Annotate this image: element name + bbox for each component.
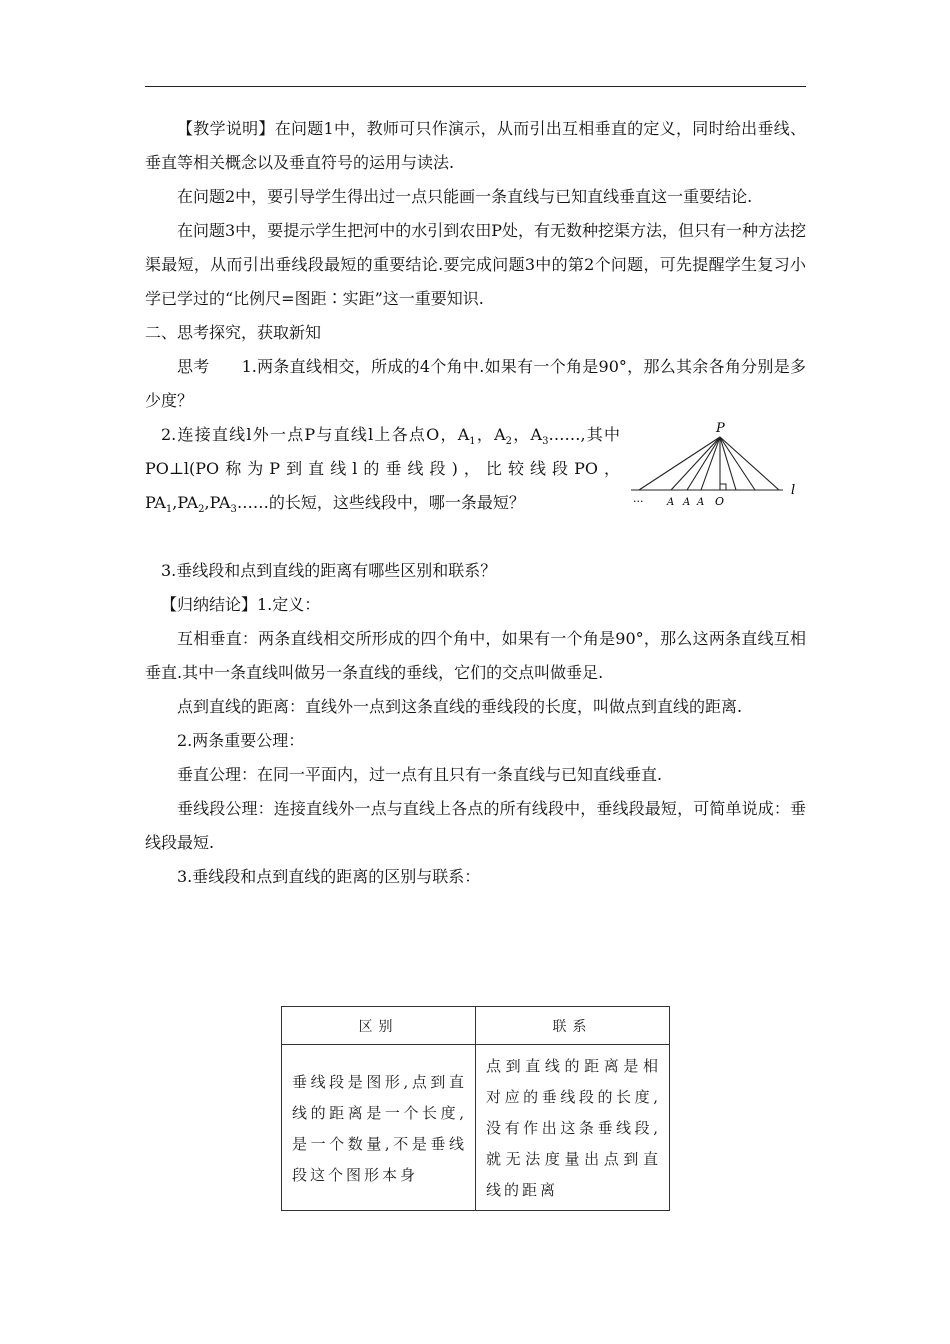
table-header-row: [282, 1007, 670, 1045]
think-label: 思考: [177, 357, 210, 376]
label-a2: A: [683, 497, 691, 508]
question-2-block: [145, 418, 806, 554]
think-question-1-text: 1.两条直线相交，所成的4个角中.如果有一个角是90°，那么其余各角分别是多少度？: [145, 357, 806, 410]
table-header-difference: 区别: [282, 1007, 476, 1045]
teaching-note-2: 在问题2中，要引导学生得出过一点只能画一条直线与已知直线垂直这一重要结论.: [177, 187, 753, 206]
label-o: O: [715, 495, 725, 508]
table-header-relation: 联系: [476, 1007, 670, 1045]
think-question-3: 3.垂线段和点到直线的距离有哪些区别和联系？: [161, 561, 497, 580]
table-cell-difference: 垂线段是图形,点到直线的距离是一个长度,是一个数量,不是垂线段这个图形本身: [282, 1045, 476, 1211]
table-cell-relation: 点到直线的距离是相对应的垂线段的长度,没有作出这条垂线段,就无法度量出点到直线的距离: [476, 1045, 670, 1211]
think-question-1: [145, 350, 806, 418]
section-heading: 二、思考探究，获取新知: [145, 323, 322, 342]
axioms-heading: 2.两条重要公理：: [177, 731, 305, 750]
axiom-perpendicular: 垂直公理：在同一平面内，过一点有且只有一条直线与已知直线垂直.: [177, 765, 663, 784]
segment-pa3: [671, 437, 720, 490]
header-rule: [145, 86, 806, 87]
label-dots: ···: [633, 495, 644, 508]
document-body: [145, 112, 806, 894]
definition-perpendicular: 互相垂直：两条直线相交所形成的四个角中，如果有一个角是90°，那么这两条直线互相垂直.其中一条直线叫做另一条直线的垂线，它们的交点叫做垂足.: [145, 629, 806, 682]
label-a1: A: [697, 497, 705, 508]
segment-right-1: [720, 437, 736, 490]
comparison-table: [281, 1006, 670, 1211]
label-a3: A: [667, 497, 675, 508]
right-angle-mark: [720, 484, 726, 490]
label-l: l: [791, 483, 796, 498]
segment-pa4: [639, 437, 720, 490]
label-p: P: [716, 421, 725, 436]
teaching-note-3: 在问题3中，要提示学生把河中的水引到农田P处，有无数种挖渠方法，但只有一种方法挖渠最短，从而引出垂线段最短的重要结论.要完成问题3中的第2个问题，可先提醒学生复习小学已学过的“比例尺=图距∶实距”这一重要知识.: [145, 221, 806, 308]
teaching-note-1: 【教学说明】在问题1中，教师可只作演示，从而引出互相垂直的定义，同时给出垂线、垂直等相关概念以及垂直符号的运用与读法.: [145, 119, 806, 172]
perpendicular-segment-figure: [623, 418, 803, 518]
conclusion-heading: 【归纳结论】1.定义：: [161, 595, 321, 614]
think-question-2: 2.连接直线l外一点P与直线l上各点O，$A_1$，$A_2$，$A_3\dots\dots$,其中PO⊥l(PO称为P到直线l的垂线段)，比较线段PO，$PA_1,PA_2,PA_3\dots\dots$的长短，这些线段中，哪一条最短？: [145, 425, 620, 516]
definition-distance: 点到直线的距离：直线外一点到这条直线的垂线段的长度，叫做点到直线的距离.: [177, 697, 743, 716]
axiom-shortest-segment: 垂线段公理：连接直线外一点与直线上各点的所有线段中，垂线段最短，可简单说成：垂线段最短.: [145, 799, 806, 852]
difference-heading: 3.垂线段和点到直线的距离的区别与联系：: [177, 867, 481, 886]
table-row: [282, 1045, 670, 1211]
